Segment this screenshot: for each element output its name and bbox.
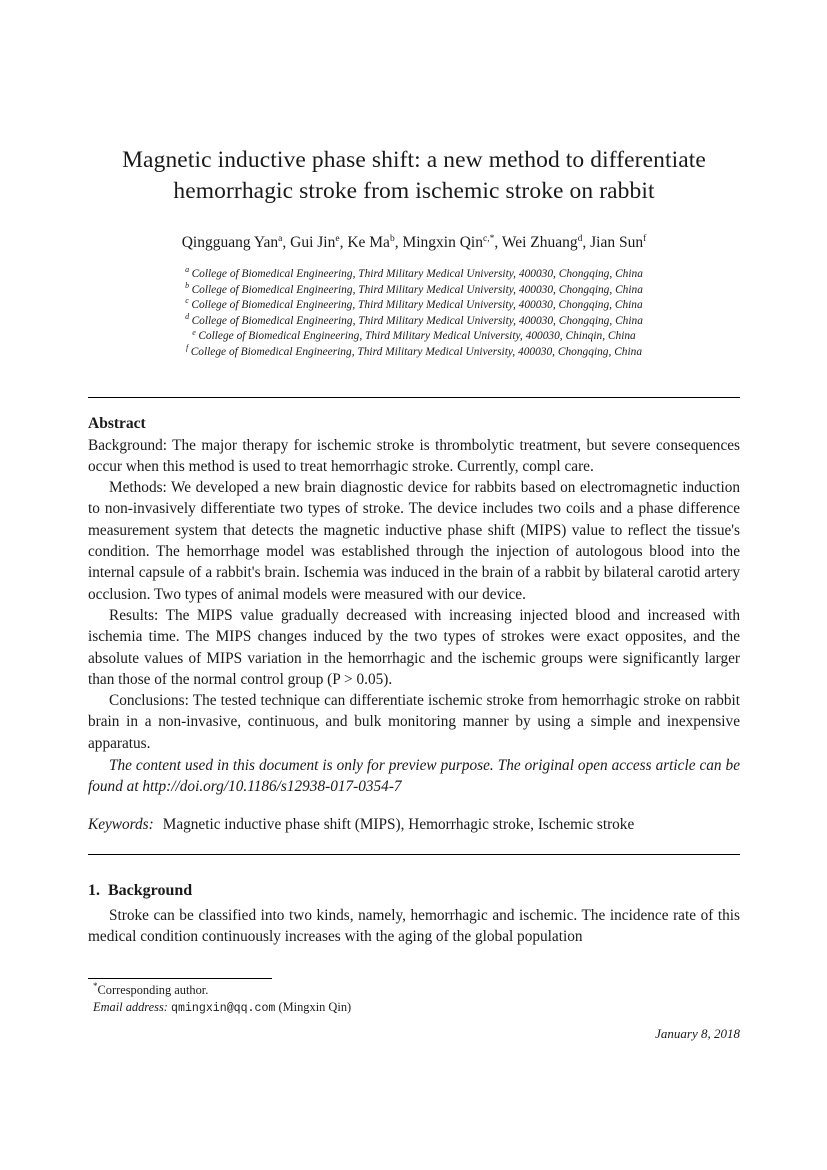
author-name: Mingxin Qin xyxy=(402,234,483,251)
abstract-heading: Abstract xyxy=(88,414,146,432)
author-entry xyxy=(402,234,494,251)
section-number: 1. xyxy=(88,881,100,899)
section-title: Background xyxy=(108,881,193,899)
email-link[interactable]: qmingxin@qq.com xyxy=(171,1001,276,1015)
abstract-bottom-rule xyxy=(88,854,740,855)
abstract-results-paragraph: Results: The MIPS value gradually decreased with increasing injected blood and increased with ischemia time. The MIPS changes induced by the two types of strokes were exact opposites, and the absolute values of MIPS variation in the hemorrhagic and the ischemic groups were significantly larger than those of the normal control group (P > 0.05). xyxy=(88,606,740,688)
author-name: Gui Jin xyxy=(290,234,336,251)
footnote-block xyxy=(88,978,740,1017)
author-entry xyxy=(590,234,646,251)
affiliation-marker: f xyxy=(185,343,189,353)
affiliation-list xyxy=(88,267,740,361)
affiliation-text: College of Biomedical Engineering, Third Military Medical University, 400030, Chinqin, China xyxy=(198,330,636,343)
author-entry xyxy=(347,234,394,251)
title-line-2: hemorrhagic stroke from ischemic stroke on rabbit xyxy=(173,178,655,204)
corresponding-author-text: Corresponding author. xyxy=(97,983,209,997)
author-name: Ke Ma xyxy=(347,234,390,251)
author-affiliation-marker: d xyxy=(577,233,583,244)
author-name: Wei Zhuang xyxy=(501,234,578,251)
keywords-line xyxy=(88,814,740,835)
author-entry xyxy=(290,234,339,251)
corresponding-author-note xyxy=(88,982,740,999)
paper-content-column xyxy=(88,0,740,948)
affiliation-text: College of Biomedical Engineering, Third Military Medical University, 400030, Chongqing, China xyxy=(191,283,643,296)
author-name: Jian Sun xyxy=(590,234,644,251)
section-body-paragraph: Stroke can be classified into two kinds, namely, hemorrhagic and ischemic. The incidence rate of this medical condition continuously increases with the aging of the global population xyxy=(88,906,740,946)
affiliation-marker: a xyxy=(185,265,190,275)
author-affiliation-marker: c,* xyxy=(482,233,495,244)
email-note xyxy=(88,999,740,1018)
affiliation-marker: e xyxy=(192,327,196,337)
abstract-background-paragraph: Background: The major therapy for ischemic stroke is thrombolytic treatment, but severe consequences occur when this method is used to treat hemorrhagic stroke. Currently, compl care. xyxy=(88,436,740,475)
author-affiliation-marker: e xyxy=(335,233,340,244)
affiliation-text: College of Biomedical Engineering, Third Military Medical University, 400030, Chongqing, China xyxy=(191,268,643,280)
author-affiliation-marker: b xyxy=(389,233,395,244)
title-line-1: Magnetic inductive phase shift: a new method to differentiate xyxy=(122,147,706,173)
preprint-date: January 8, 2018 xyxy=(655,1026,740,1041)
section-heading-background xyxy=(88,882,740,900)
author-entry xyxy=(182,234,283,251)
corresponding-marker: * xyxy=(93,980,98,991)
author-affiliation-marker: a xyxy=(278,233,283,244)
email-label: Email address: xyxy=(93,999,168,1014)
author-affiliation-marker: f xyxy=(643,233,647,244)
abstract-methods-paragraph: Methods: We developed a new brain diagnostic device for rabbits based on electromagnetic induction to non-invasively differentiate two types of stroke. The device includes two coils and a phase difference measurement system that detects the magnetic inductive phase shift (MIPS) value to reflect the tissue's condition. The hemorrhage model was established through the injection of autologous blood into the internal capsule of a rabbit's brain. Ischemia was induced in the brain of a rabbit by bilateral carotid artery occlusion. Two types of animal models were measured with our device. xyxy=(88,479,740,603)
affiliation-marker: d xyxy=(185,311,190,321)
abstract-conclusions-paragraph: Conclusions: The tested technique can differentiate ischemic stroke from hemorrhagic stroke on rabbit brain in a non-invasive, continuous, and bulk monitoring manner by using a simple and inexpensive apparatus. xyxy=(88,692,740,752)
affiliation-marker: b xyxy=(185,280,190,290)
page-title xyxy=(88,145,740,207)
title-block xyxy=(88,0,740,207)
affiliation-row xyxy=(88,345,740,361)
author-name: Qingguang Yan xyxy=(181,234,279,251)
author-entry xyxy=(502,234,583,251)
keywords-label: Keywords: xyxy=(88,815,154,833)
author-list: Qingguang Yan$^a$, Gui Jin$^e$, Ke Ma$^b$, Mingxin Qin$^{c,*}$, Wei Zhuang$^d$, Jian Sun$^f$ xyxy=(181,233,647,251)
keywords-value: Magnetic inductive phase shift (MIPS), Hemorrhagic stroke, Ischemic stroke xyxy=(162,815,635,833)
affiliation-text: College of Biomedical Engineering, Third Military Medical University, 400030, Chongqing, China xyxy=(190,345,643,358)
affiliation-text: College of Biomedical Engineering, Third Military Medical University, 400030, Chongqing, China xyxy=(191,314,643,327)
preview-notice: The content used in this document is only for preview purpose. The original open access article can be found at http://doi.org/10.1186/s12938-017-0354-7 xyxy=(88,757,740,796)
footnote-rule xyxy=(88,978,272,979)
affiliation-text: College of Biomedical Engineering, Third Military Medical University, 400030, Chongqing, China xyxy=(191,299,643,312)
abstract-section xyxy=(88,415,740,835)
affiliation-marker: c xyxy=(185,296,189,306)
email-owner: (Mingxin Qin) xyxy=(278,999,352,1014)
affiliation-row xyxy=(88,311,740,330)
abstract-top-rule xyxy=(88,397,740,398)
